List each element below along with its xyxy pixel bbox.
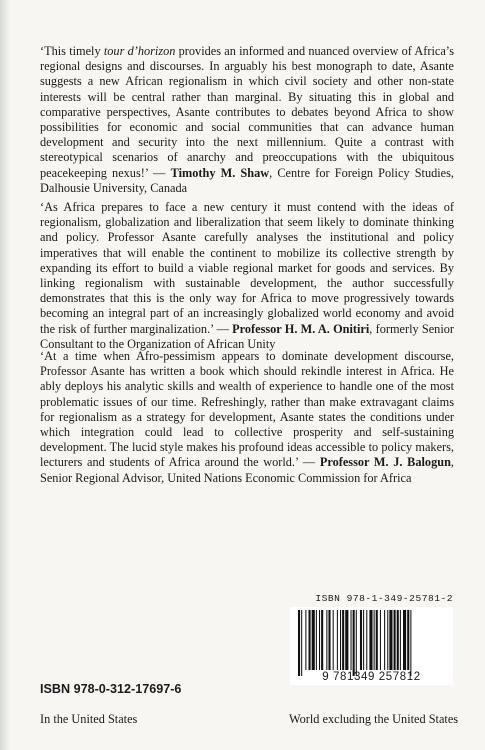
barcode-bar bbox=[369, 610, 372, 670]
barcode-bar bbox=[351, 610, 352, 670]
quote-text: provides an informed and nuanced overview of Africa’s regional designs and discourses. In arguably his best monograph to date, Asante suggests a new African regionalism in which civil society and other non-state interests will be central rather than marginal. By situating this in global and comparative perspectives, Asante contributes to debates beyond Africa to show possibilities for economic and social communities that can advance human development and security into the next millennium. Quite a contrast with stereotypical scenarios of anarchy and preoccupations with the ubiquitous peacekeeping nexus!’ bbox=[40, 44, 454, 180]
barcode-bar bbox=[301, 610, 302, 676]
attribution-affiliation: , formerly Senior Consultant to the Organization of African Unity bbox=[40, 321, 454, 351]
attribution-dash: — bbox=[148, 165, 171, 180]
barcode-bar bbox=[326, 610, 327, 670]
quote-text: ‘This timely bbox=[40, 44, 104, 58]
quote-text: ‘As Africa prepares to face a new century it must contend with the ideas of regionalism, globalization and liberalization that seem likely to dominate thinking and policy. Professor Asante carefully analyses the institutional and policy imperatives that will enable the continent to mobilize its collective strength by expanding its effort to build a viable regional market for goods and services. By linking regionalism with sustainable development, the author successfully demonstrates that this is the only way for Africa to move progressively towards becoming an integral part of an increasingly globalized world economy and avoid the risk of further marginalization.’ bbox=[40, 200, 454, 336]
barcode-bar bbox=[316, 610, 317, 670]
barcode-bar bbox=[298, 610, 300, 676]
barcode-bar bbox=[360, 610, 362, 670]
barcode-bar bbox=[403, 610, 406, 670]
endorsement-shaw bbox=[40, 44, 454, 196]
spine-shadow bbox=[0, 0, 10, 750]
barcode-bar bbox=[342, 610, 344, 670]
barcode-bar bbox=[345, 610, 348, 670]
attribution-name: Professor H. M. A. Onitiri bbox=[232, 321, 370, 336]
attribution-affiliation: , Centre for Foreign Policy Studies, Dalhousie University, Canada bbox=[40, 165, 454, 195]
barcode-bar bbox=[389, 610, 392, 670]
quote-emphasis: tour d’horizon bbox=[103, 44, 176, 58]
barcode-bar bbox=[340, 610, 341, 670]
barcode-bar bbox=[407, 610, 409, 670]
barcode-bar bbox=[400, 610, 401, 670]
barcode-bar bbox=[321, 610, 323, 670]
barcode-bar bbox=[337, 610, 338, 670]
barcode-bar bbox=[309, 610, 311, 670]
barcode bbox=[290, 607, 453, 685]
barcode-bar bbox=[312, 610, 315, 670]
attribution-name: Timothy M. Shaw bbox=[170, 165, 270, 180]
attribution-name: Professor M. J. Balogun bbox=[319, 455, 451, 470]
barcode-bar bbox=[397, 610, 399, 670]
barcode-bar bbox=[384, 610, 385, 670]
barcode-bar bbox=[319, 610, 320, 670]
barcode-bar bbox=[374, 610, 375, 670]
barcode-bar bbox=[356, 610, 357, 676]
isbn-us: ISBN 978-0-312-17697-6 bbox=[40, 682, 182, 696]
quote-text: ‘At a time when Afro-pessimism appears to dominate development discourse, Professor Asante has written a book which should rekindle interest in Africa. He ably deploys his analytic skills and wealth of experience to handle one of the most problematic issues of our time. Refreshingly, rather than make extravagant claims for regionalism as a strategy for development, Asante states the conditions under which integration could lead to collective prosperity and self-sustaining development. The lucid style makes his profound ideas accessible to policy makers, lecturers and students of Africa around the world.’ bbox=[40, 349, 454, 470]
attribution-dash: — bbox=[298, 455, 320, 470]
barcode-bar bbox=[394, 610, 396, 670]
region-label-us: In the United States bbox=[40, 712, 138, 726]
barcode-bar bbox=[333, 610, 334, 670]
barcode-bar bbox=[380, 610, 381, 670]
endorsement-onitiri bbox=[40, 200, 454, 352]
barcode-bar bbox=[328, 610, 330, 670]
barcode-bar bbox=[410, 610, 411, 676]
attribution-affiliation: , Senior Regional Advisor, United Nations Economic Commission for Africa bbox=[40, 455, 454, 485]
barcode-bar bbox=[366, 610, 367, 670]
barcode-isbn-label: ISBN 978-1-349-25781-2 bbox=[315, 593, 453, 604]
barcode-digits: 9 781349 257812 bbox=[322, 671, 421, 683]
endorsement-balogun bbox=[40, 349, 454, 486]
barcode-bar bbox=[387, 610, 388, 670]
barcode-bar bbox=[363, 610, 364, 670]
barcode-block bbox=[290, 593, 453, 685]
region-label-world: World excluding the United States bbox=[289, 712, 459, 726]
barcode-bar bbox=[376, 610, 378, 670]
barcode-bar bbox=[305, 610, 306, 670]
barcode-bar bbox=[353, 610, 355, 676]
attribution-dash: — bbox=[213, 321, 233, 336]
